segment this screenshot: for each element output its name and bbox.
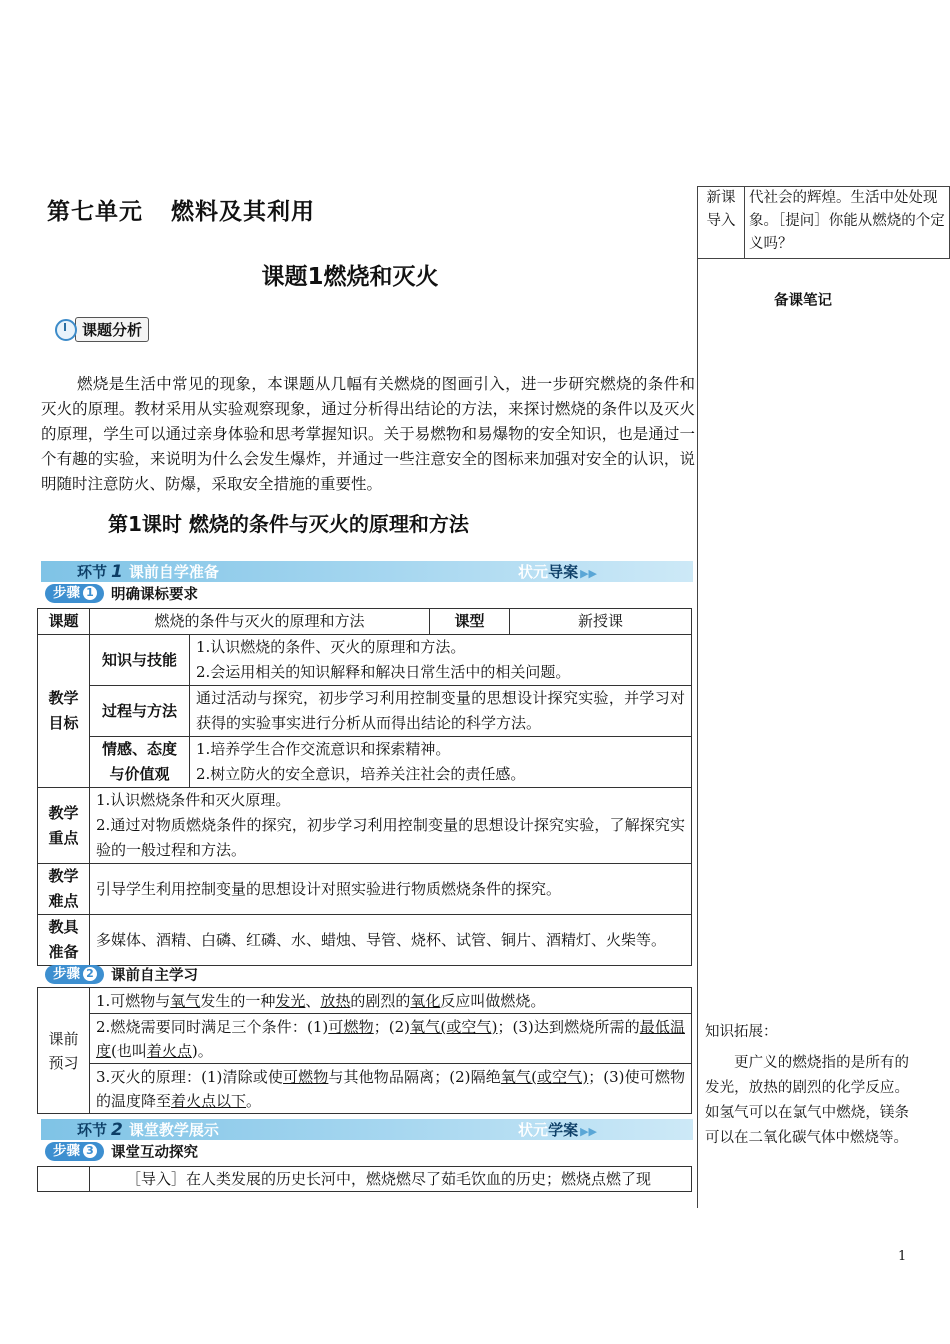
step-3: [45, 1141, 198, 1161]
preview-header: 课前预习: [38, 988, 90, 1114]
topic-header: 课题: [38, 609, 90, 635]
goal-knowledge-header: 知识与技能: [90, 635, 190, 686]
tools-header: 教具准备: [38, 915, 90, 966]
step-2: [45, 964, 198, 984]
preview-row-1: 1.可燃物与氧气发生的一种发光、放热的剧烈的氧化反应叫做燃烧。: [90, 988, 692, 1014]
page-number: 1: [898, 1249, 907, 1264]
analysis-badge: [45, 316, 149, 342]
banner-right: 状元学案 ▶▶: [518, 1121, 597, 1139]
interaction-left-cell: [38, 1167, 90, 1192]
step-pill: 步骤 1: [45, 584, 104, 603]
interaction-text: ［导入］在人类发展的历史长河中，燃烧燃尽了茹毛饮血的历史；燃烧点燃了现: [90, 1167, 692, 1192]
step-text: 明确课标要求: [111, 586, 198, 603]
key-header: 教学重点: [38, 788, 90, 864]
section-banner-2: [41, 1119, 693, 1140]
preview-row-3: 3.灭火的原理：(1)清除或使可燃物与其他物品隔离；(2)隔绝氧气(或空气)；(3)使可燃物的温度降至着火点以下。: [90, 1064, 692, 1114]
clock-icon: [45, 316, 75, 342]
banner-name: 课堂教学展示: [128, 1121, 219, 1139]
difficulty-value: 引导学生利用控制变量的思想设计对照实验进行物质燃烧条件的探究。: [90, 864, 692, 915]
banner-right: 状元导案 ▶▶: [518, 563, 597, 581]
section-banner-1: [41, 561, 693, 582]
goal-process-value: 通过活动与探究，初步学习利用控制变量的思想设计探究实验，并学习对获得的实验事实进行分析从而得出结论的科学方法。: [190, 686, 692, 737]
type-header: 课型: [430, 609, 510, 635]
step-text: 课前自主学习: [111, 967, 198, 984]
side-column-divider: [697, 188, 698, 1208]
step-pill: 步骤 3: [45, 1142, 104, 1161]
goal-emotion-header: 情感、态度与价值观: [90, 737, 190, 788]
analysis-badge-label: 课题分析: [75, 317, 149, 342]
goal-process-header: 过程与方法: [90, 686, 190, 737]
banner-seg: 环节: [77, 1121, 108, 1139]
goal-header: 教学目标: [38, 635, 90, 788]
type-value: 新授课: [510, 609, 692, 635]
goal-knowledge-value: 1.认识燃烧的条件、灭火的原理和方法。 2.会运用相关的知识解释和解决日常生活中的相关问题。: [190, 635, 692, 686]
step-text: 课堂互动探究: [111, 1144, 198, 1161]
step-pill: 步骤 2: [45, 965, 104, 984]
side-intro-value: 代社会的辉煌。生活中处处现象。［提问］你能从燃烧的个定义吗？: [745, 187, 950, 259]
interaction-table: [37, 1166, 692, 1192]
banner-num: 2: [111, 1119, 123, 1140]
key-value: 1.认识燃烧条件和灭火原理。 2.通过对物质燃烧条件的探究，初步学习利用控制变量的思想设计探究实验，了解探究实验的一般过程和方法。: [90, 788, 692, 864]
extension-title: 知识拓展：: [705, 1024, 778, 1040]
step-1: [45, 583, 198, 603]
side-intro-header: 新课导入: [698, 187, 745, 259]
banner-num: 1: [111, 561, 123, 582]
banner-seg: 环节: [77, 563, 108, 581]
tools-value: 多媒体、酒精、白磷、红磷、水、蜡烛、导管、烧杯、试管、铜片、酒精灯、火柴等。: [90, 915, 692, 966]
period-title: 第1课时 燃烧的条件与灭火的原理和方法: [108, 512, 469, 536]
notes-heading: 备课笔记: [774, 293, 832, 309]
difficulty-header: 教学难点: [38, 864, 90, 915]
preview-row-2: 2.燃烧需要同时满足三个条件：(1)可燃物；(2)氧气(或空气)；(3)达到燃烧所需的最低温度(也叫着火点)。: [90, 1014, 692, 1064]
extension-body: 更广义的燃烧指的是所有的发光，放热的剧烈的化学反应。如氢气可以在氯气中燃烧，镁条可以在二氧化碳气体中燃烧等。: [705, 1055, 909, 1146]
goal-emotion-value: 1.培养学生合作交流意识和探索精神。 2.树立防火的安全意识，培养关注社会的责任感。: [190, 737, 692, 788]
double-arrow-icon: ▶▶: [580, 567, 597, 580]
preview-table: [37, 987, 692, 1114]
intro-paragraph: 燃烧是生活中常见的现象，本课题从几幅有关燃烧的图画引入，进一步研究燃烧的条件和灭火的原理。教材采用从实验观察现象，通过分析得出结论的方法，来探讨燃烧的条件以及灭火的原理，学生可以通过亲身体验和思考掌握知识。关于易燃物和易爆物的安全知识，也是通过一个有趣的实验，来说明为什么会发生爆炸，并通过一些注意安全的图标来加强对安全的认识，说明随时注意防火、防爆，采取安全措施的重要性。: [41, 375, 695, 493]
side-intro-table: [697, 186, 950, 259]
lesson-title: 课题1燃烧和灭火: [261, 264, 439, 290]
double-arrow-icon: ▶▶: [580, 1125, 597, 1138]
topic-value: 燃烧的条件与灭火的原理和方法: [90, 609, 430, 635]
banner-name: 课前自学准备: [128, 563, 219, 581]
unit-title: 第七单元 燃料及其利用: [47, 199, 315, 225]
curriculum-table: [37, 608, 692, 966]
